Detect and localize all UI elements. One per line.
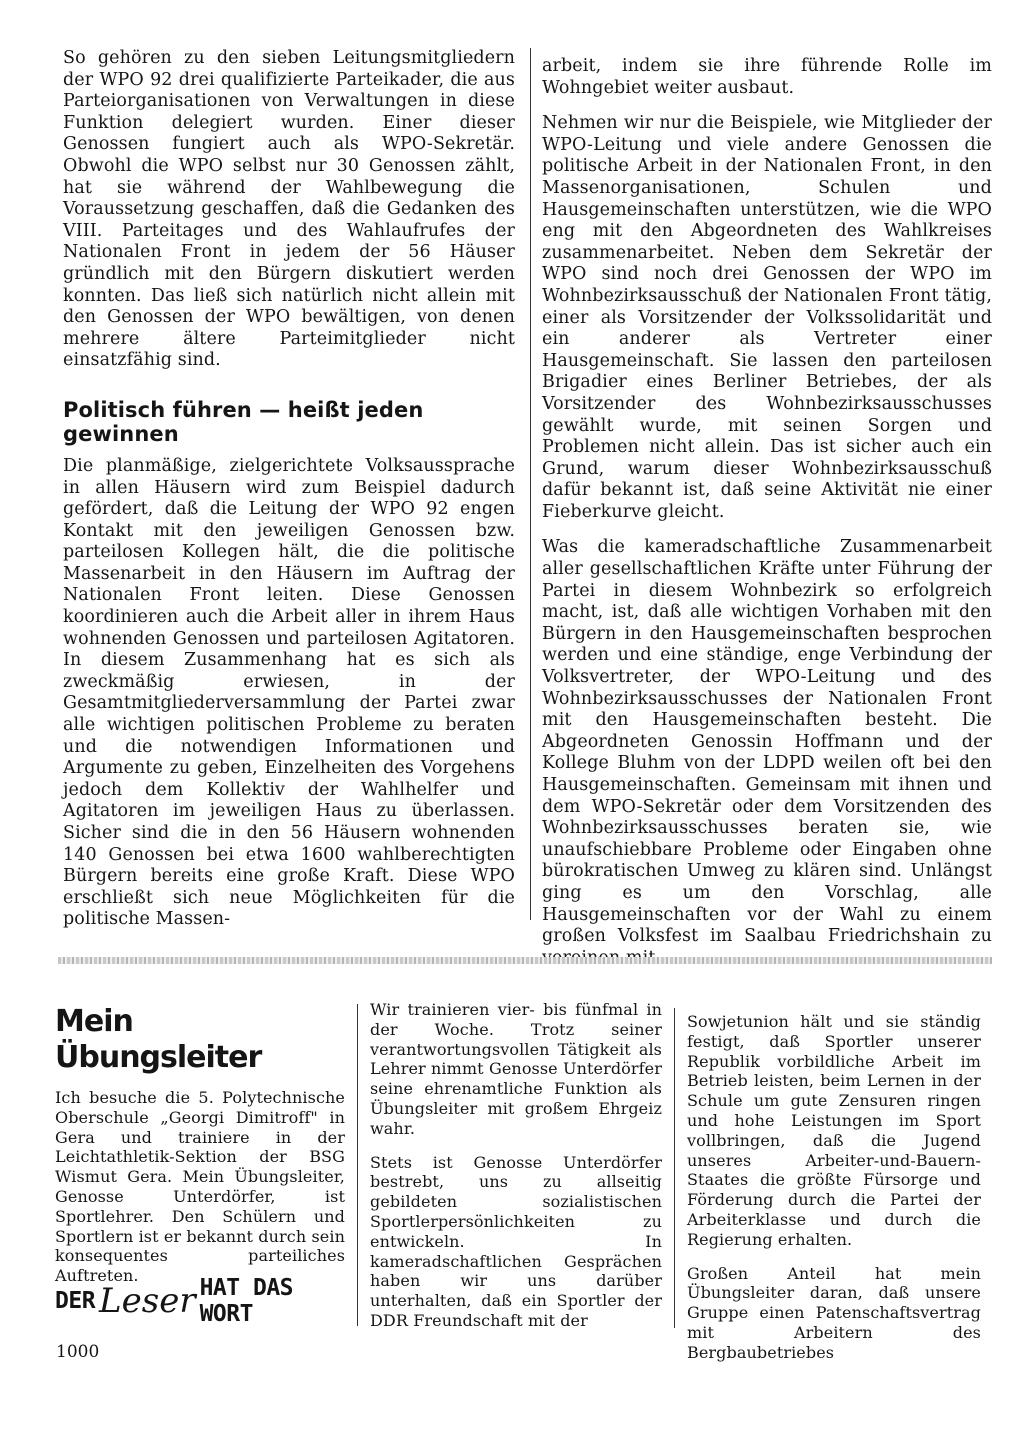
letter-paragraph: Sowjetunion hält und sie ständig festigt, daß Sportler unserer Republik vorbildliche Arbeit im Betrieb leisten, beim Lernen in der Schule um gute Zensuren ringen und hohe Leistungen im Sport vollbringen, daß die Jugend unseres Arbeiter-und-Bauern-Staates die größte Fürsorge und Förderung durch die Partei der Arbeiterklasse und durch die Regierung erhalten. — [687, 1012, 981, 1249]
article-paragraph: So gehören zu den sieben Leitungsmitgliedern der WPO 92 drei qualifizierte Parteikader, die aus Parteiorganisationen von Verwaltungen in diese Funktion delegiert wurden. Einer dieser Genossen fungiert auch als WPO-Sekretär. Obwohl die WPO selbst nur 30 Genossen zählt, hat sie während der Wahlbewegung die Voraussetzung geschaffen, daß die Gedanken des VIII. Parteitages und des Wahlaufrufes der Nationalen Front in jedem der 56 Häuser gründlich mit den Bürgern diskutiert werden konnten. Das ließ sich natürlich nicht allein mit den Genossen der WPO bewältigen, von denen mehrere ältere Parteimitglieder nicht einsatzfähig sind. — [63, 48, 515, 371]
rubric-text-left: DER — [55, 1288, 96, 1314]
article-column-1 — [63, 48, 515, 931]
article-paragraph: Die planmäßige, zielgerichtete Volksaussprache in allen Häusern wird zum Beispiel dadurch gefördert, daß die Leitung der WPO 92 engen Kontakt mit den jeweiligen Genossen bzw. parteilosen Kollegen hält, die die politische Massenarbeit in den Häusern im Auftrag der Nationalen Front leiten. Diese Genossen koordinieren auch die Arbeit aller in ihrem Haus wohnenden Genossen und parteilosen Agitatoren. In diesem Zusammenhang hat es sich als zweckmäßig erwiesen, in der Gesamtmitgliederversammlung der Partei zwar alle wichtigen politischen Probleme zu beraten und die notwendigen Informationen und Argumente zu geben, Einzelheiten des Vorgehens jedoch dem Kollektiv der Wahlhelfer und Agitatoren im jeweiligen Haus zu überlassen. Sicher sind die in den 56 Häusern wohnenden 140 Genossen bei etwa 1600 wahlberechtigten Bürgern bereits eine große Kraft. Diese WPO erschließt sich neue Möglichkeiten für die politische Massen- — [63, 455, 515, 930]
letter-paragraph: Großen Anteil hat mein Übungsleiter daran, daß unsere Gruppe einen Patenschaftsvertrag mit Arbeitern des Bergbaubetriebes — [687, 1263, 981, 1362]
letter-column-divider — [357, 1004, 358, 1326]
article-column-2 — [542, 56, 992, 969]
letter-column-2 — [370, 1000, 662, 1331]
letter-paragraph: Wir trainieren vier- bis fünfmal in der Woche. Trotz seiner verantwortungsvollen Tätigkeit als Lehrer nimmt Genosse Unterdörfer seine ehrenamtliche Funktion als Übungsleiter mit großem Ehrgeiz wahr. — [370, 1000, 662, 1138]
rubric-text-right: HAT DAS WORT — [199, 1275, 294, 1327]
letter-paragraph: Ich besuche die 5. Polytechnische Oberschule „Georgi Dimitroff" in Gera und trainiere in der Leichtathletik-Sektion der BSG Wismut Gera. Mein Übungsleiter, Genosse Unterdörfer, ist Sportlehrer. Den Schülern und Sportlern ist er bekannt durch sein konsequentes parteiliches Auftreten. — [55, 1088, 345, 1286]
section-heading: Politisch führen — heißt jeden gewinnen — [63, 397, 424, 446]
letter-paragraph: Stets ist Genosse Unterdörfer bestrebt, uns zu allseitig gebildeten sozialistischen Sportlerpersönlichkeiten zu entwickeln. In kameradschaftlichen Gesprächen haben wir uns darüber unterhalten, daß ein Sportler der DDR Freundschaft mit der — [370, 1152, 662, 1330]
letter-column-divider — [674, 1008, 675, 1328]
letter-column-1 — [55, 1004, 345, 1286]
rubric-logo — [55, 1275, 345, 1327]
article-paragraph: Was die kameradschaftliche Zusammenarbeit aller gesellschaftlichen Kräfte unter Führung der Partei in diesem Wohnbezirk so erfolgreich macht, ist, daß alle wichtigen Vorhaben mit den Bürgern in den Hausgemeinschaften besprochen werden und eine ständige, enge Verbindung der Volksvertreter, der WPO-Leitung und des Wohnbezirksausschusses der Nationalen Front mit den Hausgemeinschaften besteht. Die Abgeordneten Genossin Hoffmann und der Kollege Bluhm von der LDPD weilen oft bei den Hausgemeinschaften. Gemeinsam mit ihnen und dem WPO-Sekretär oder dem Vorsitzenden des Wohnbezirksausschusses beraten sie, wie unaufschiebbare Probleme oder Eingaben ohne bürokratischen Umweg zu klären sind. Unlängst ging es um den Vorschlag, alle Hausgemeinschaften vor der Wahl zu einem großen Volksfest im Saalbau Friedrichshain zu — [542, 537, 992, 947]
letter-title: Mein Übungsleiter — [55, 1004, 262, 1075]
page-number: 1000 — [56, 1342, 100, 1362]
column-divider — [530, 48, 531, 920]
article-paragraph: arbeit, indem sie ihre führende Rolle im Wohngebiet weiter ausbaut. — [542, 56, 992, 98]
letter-column-3 — [687, 1012, 981, 1363]
article-paragraph: Nehmen wir nur die Beispiele, wie Mitglieder der WPO-Leitung und viele andere Genossen die politische Arbeit in der Nationalen Front, in den Massenorganisationen, Schulen und Hausgemeinschaften unterstützen, wie die WPO eng mit den Abgeordneten des Wahlkreises zusammenarbeitet. Neben dem Sekretär der WPO sind noch drei Genossen der WPO im Wohnbezirksausschuß der Nationalen Front tätig, einer als Vorsitzender der Volkssolidarität und ein anderer als Vertreter einer Hausgemeinschaft. Sie lassen den parteilosen Brigadier eines Berliner Betriebes, der als Vorsitzender des Wohnbezirksausschusses gewählt wurde, mit seinen Sorgen und Problemen nicht allein. Das ist sicher auch ein Grund, warum dieser Wohnbezirksausschuß dafür bekannt ist, daß seine Aktivität nie einer Fieberkurve gleicht. — [542, 113, 992, 522]
section-separator — [58, 957, 992, 964]
rubric-script: Leser — [99, 1281, 196, 1321]
